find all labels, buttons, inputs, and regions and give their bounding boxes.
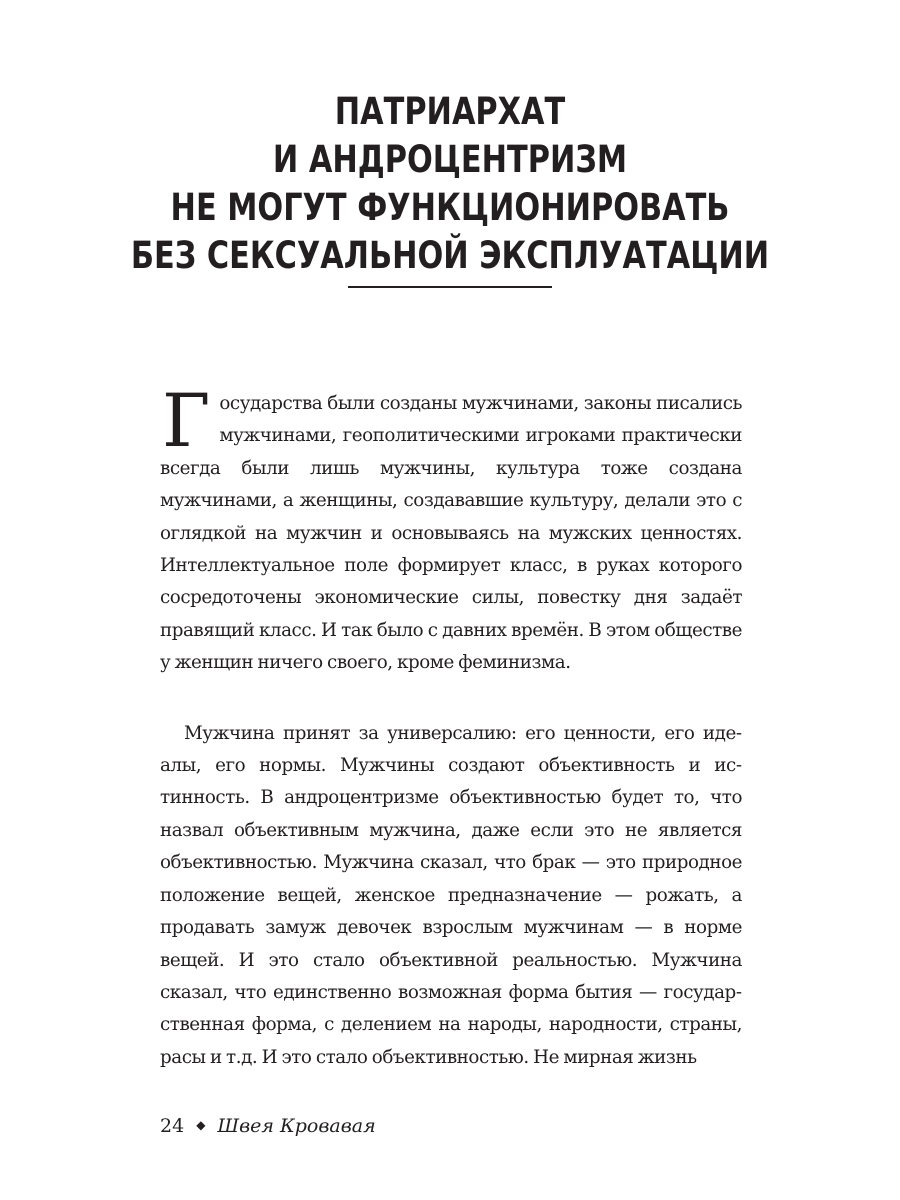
body-text [160, 379, 742, 1074]
page-footer [160, 1115, 376, 1137]
running-title: Швея Кровавая [217, 1115, 376, 1137]
chapter-title-line-3: НЕ МОГУТ ФУНКЦИОНИРОВАТЬ [170, 186, 730, 229]
chapter-title [0, 88, 900, 280]
paragraph-2: Мужчина принят за универсалию: его ценности, его идеалы, его нормы. Мужчины создают объективность и истинность. В андроцентризме объективностью будет то, что назвал объективным мужчина, даже если это не является объективностью. Мужчина сказал, что брак — это природное положение вещей, женское предназначение — рожать, а продавать замуж девочек взрослым мужчинам — в норме вещей. И это стало объективной реальностью. Мужчина сказал, что единственно возможная форма бытия — государственная форма, с делением на народы, народности, страны, расы и т.д. И это стало объективностью. Не мирная жизнь [160, 722, 742, 1068]
chapter-title-line-1: ПАТРИАРХАТ [334, 90, 566, 133]
paragraph-1-text: осударства были созданы мужчинами, законы писались мужчинами, геополитическими игроками практически всегда были лишь мужчины, культура тоже создана мужчинами, а женщины, создававшие культуру, делали это с оглядкой на мужчин и основываясь на мужских ценностях. Интеллектуальное поле формирует класс, в руках которого сосредоточены экономические силы, повестку дня задаёт правящий класс. И так было с давних времён. В этом обществе у женщин ничего своего, кроме феминизма. [160, 393, 742, 674]
drop-cap: Г [162, 379, 211, 464]
paragraph-1 [160, 379, 742, 680]
chapter-title-line-4: БЕЗ СЕКСУАЛЬНОЙ ЭКСПЛУАТАЦИИ [130, 234, 770, 277]
title-divider [348, 286, 552, 288]
page-number: 24 [160, 1115, 185, 1137]
chapter-title-line-2: И АНДРОЦЕНТРИЗМ [272, 138, 628, 181]
diamond-separator-icon: ◆ [196, 1118, 206, 1132]
